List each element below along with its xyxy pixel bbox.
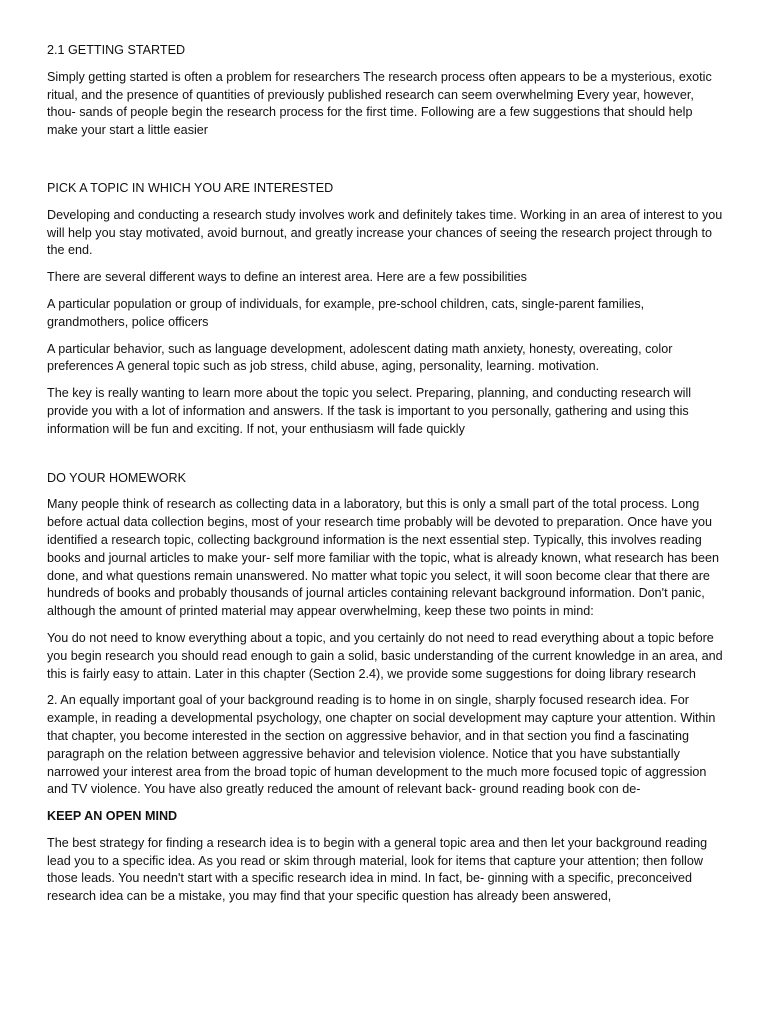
paragraph-getting-started: Simply getting started is often a problem for researchers The research process often appears to be a mysterious, exotic ritual, and the presence of quantities of previously published research can seem overwhelming Every year, however, thou- sands of people begin the research process for the first time. Following are a few suggestions that should help make your start a little easier — [47, 69, 712, 138]
paragraph-homework-2: You do not need to know everything about a topic, and you certainly do not need to read everything about a topic before you begin research you should read enough to gain a solid, basic understanding of the current knowledge in an area, and this is fairly easy to attain. Later in this chapter (Section 2.4), we provide some suggestions for doing library research — [47, 630, 723, 681]
paragraph-homework-1: Many people think of research as collecting data in a laboratory, but this is only a small part of the total process. Long before actual data collection begins, most of your research time probably will be devoted to preparation. Once have you identified a research topic, collecting background information is the next essential step. Typically, this involves reading books and journal articles to make your- self more familiar with the topic, what is already known, what research has been done, and what questions remain unanswered. No matter what topic you select, it will soon become clear that there are hundreds of books and probably thousands of journal articles containing relevant background information. Don't panic, although the amount of printed material may appear overwhelming, keep these two points in mind: — [47, 497, 719, 619]
paragraph-pick-topic-1: Developing and conducting a research study involves work and definitely takes time. Working in an area of interest to you will help you stay motivated, avoid burnout, and greatly increase your chances of seeing the research project through to the end. — [47, 207, 723, 258]
paragraph-homework-3: 2. An equally important goal of your background reading is to home in on single, sharply focused research idea. For example, in reading a developmental psychology, one chapter on social development may capture your attention. Within that chapter, you become interested in the section on aggressive behavior, and in that section you find a fascinating paragraph on the relation between aggressive behavior and television violence. Notice that you have substantially narrowed your interest area from the broad topic of human development to the much more focused topic of aggression and TV violence. You have also greatly reduced the amount of relevant back- ground reading book con de- — [47, 693, 716, 797]
section-heading-pick-topic: PICK A TOPIC IN WHICH YOU ARE INTERESTED — [47, 180, 334, 195]
section-heading-homework: DO YOUR HOMEWORK — [47, 470, 187, 485]
section-heading-getting-started: 2.1 GETTING STARTED — [47, 43, 186, 57]
document-page — [47, 42, 723, 906]
paragraph-open-mind: The best strategy for finding a research idea is to begin with a general topic area and then let your background reading lead you to a specific idea. As you read or skim through material, look for items that capture your attention; then follow those leads. You needn't start with a specific research idea in mind. In fact, be- ginning with a specific, preconceived research idea can be a mistake, you may find that your specific question has already been answered, — [47, 835, 708, 904]
paragraph-pick-topic-4: A particular behavior, such as language development, adolescent dating math anxiety, honesty, overeating, color preferences A general topic such as job stress, child abuse, aging, personality, learning. motivation. — [47, 341, 673, 374]
paragraph-pick-topic-2: There are several different ways to define an interest area. Here are a few possibilities — [47, 270, 527, 285]
paragraph-pick-topic-3: A particular population or group of individuals, for example, pre-school children, cats, single-parent families, grandmothers, police officers — [47, 296, 645, 329]
section-heading-open-mind: KEEP AN OPEN MIND — [47, 809, 178, 824]
paragraph-pick-topic-5: The key is really wanting to learn more about the topic you select. Preparing, planning, and conducting research will provide you with a lot of information and answers. If the task is important to you personally, gathering and using this information will be fun and exciting. If not, your enthusiasm will fade quickly — [47, 386, 692, 436]
